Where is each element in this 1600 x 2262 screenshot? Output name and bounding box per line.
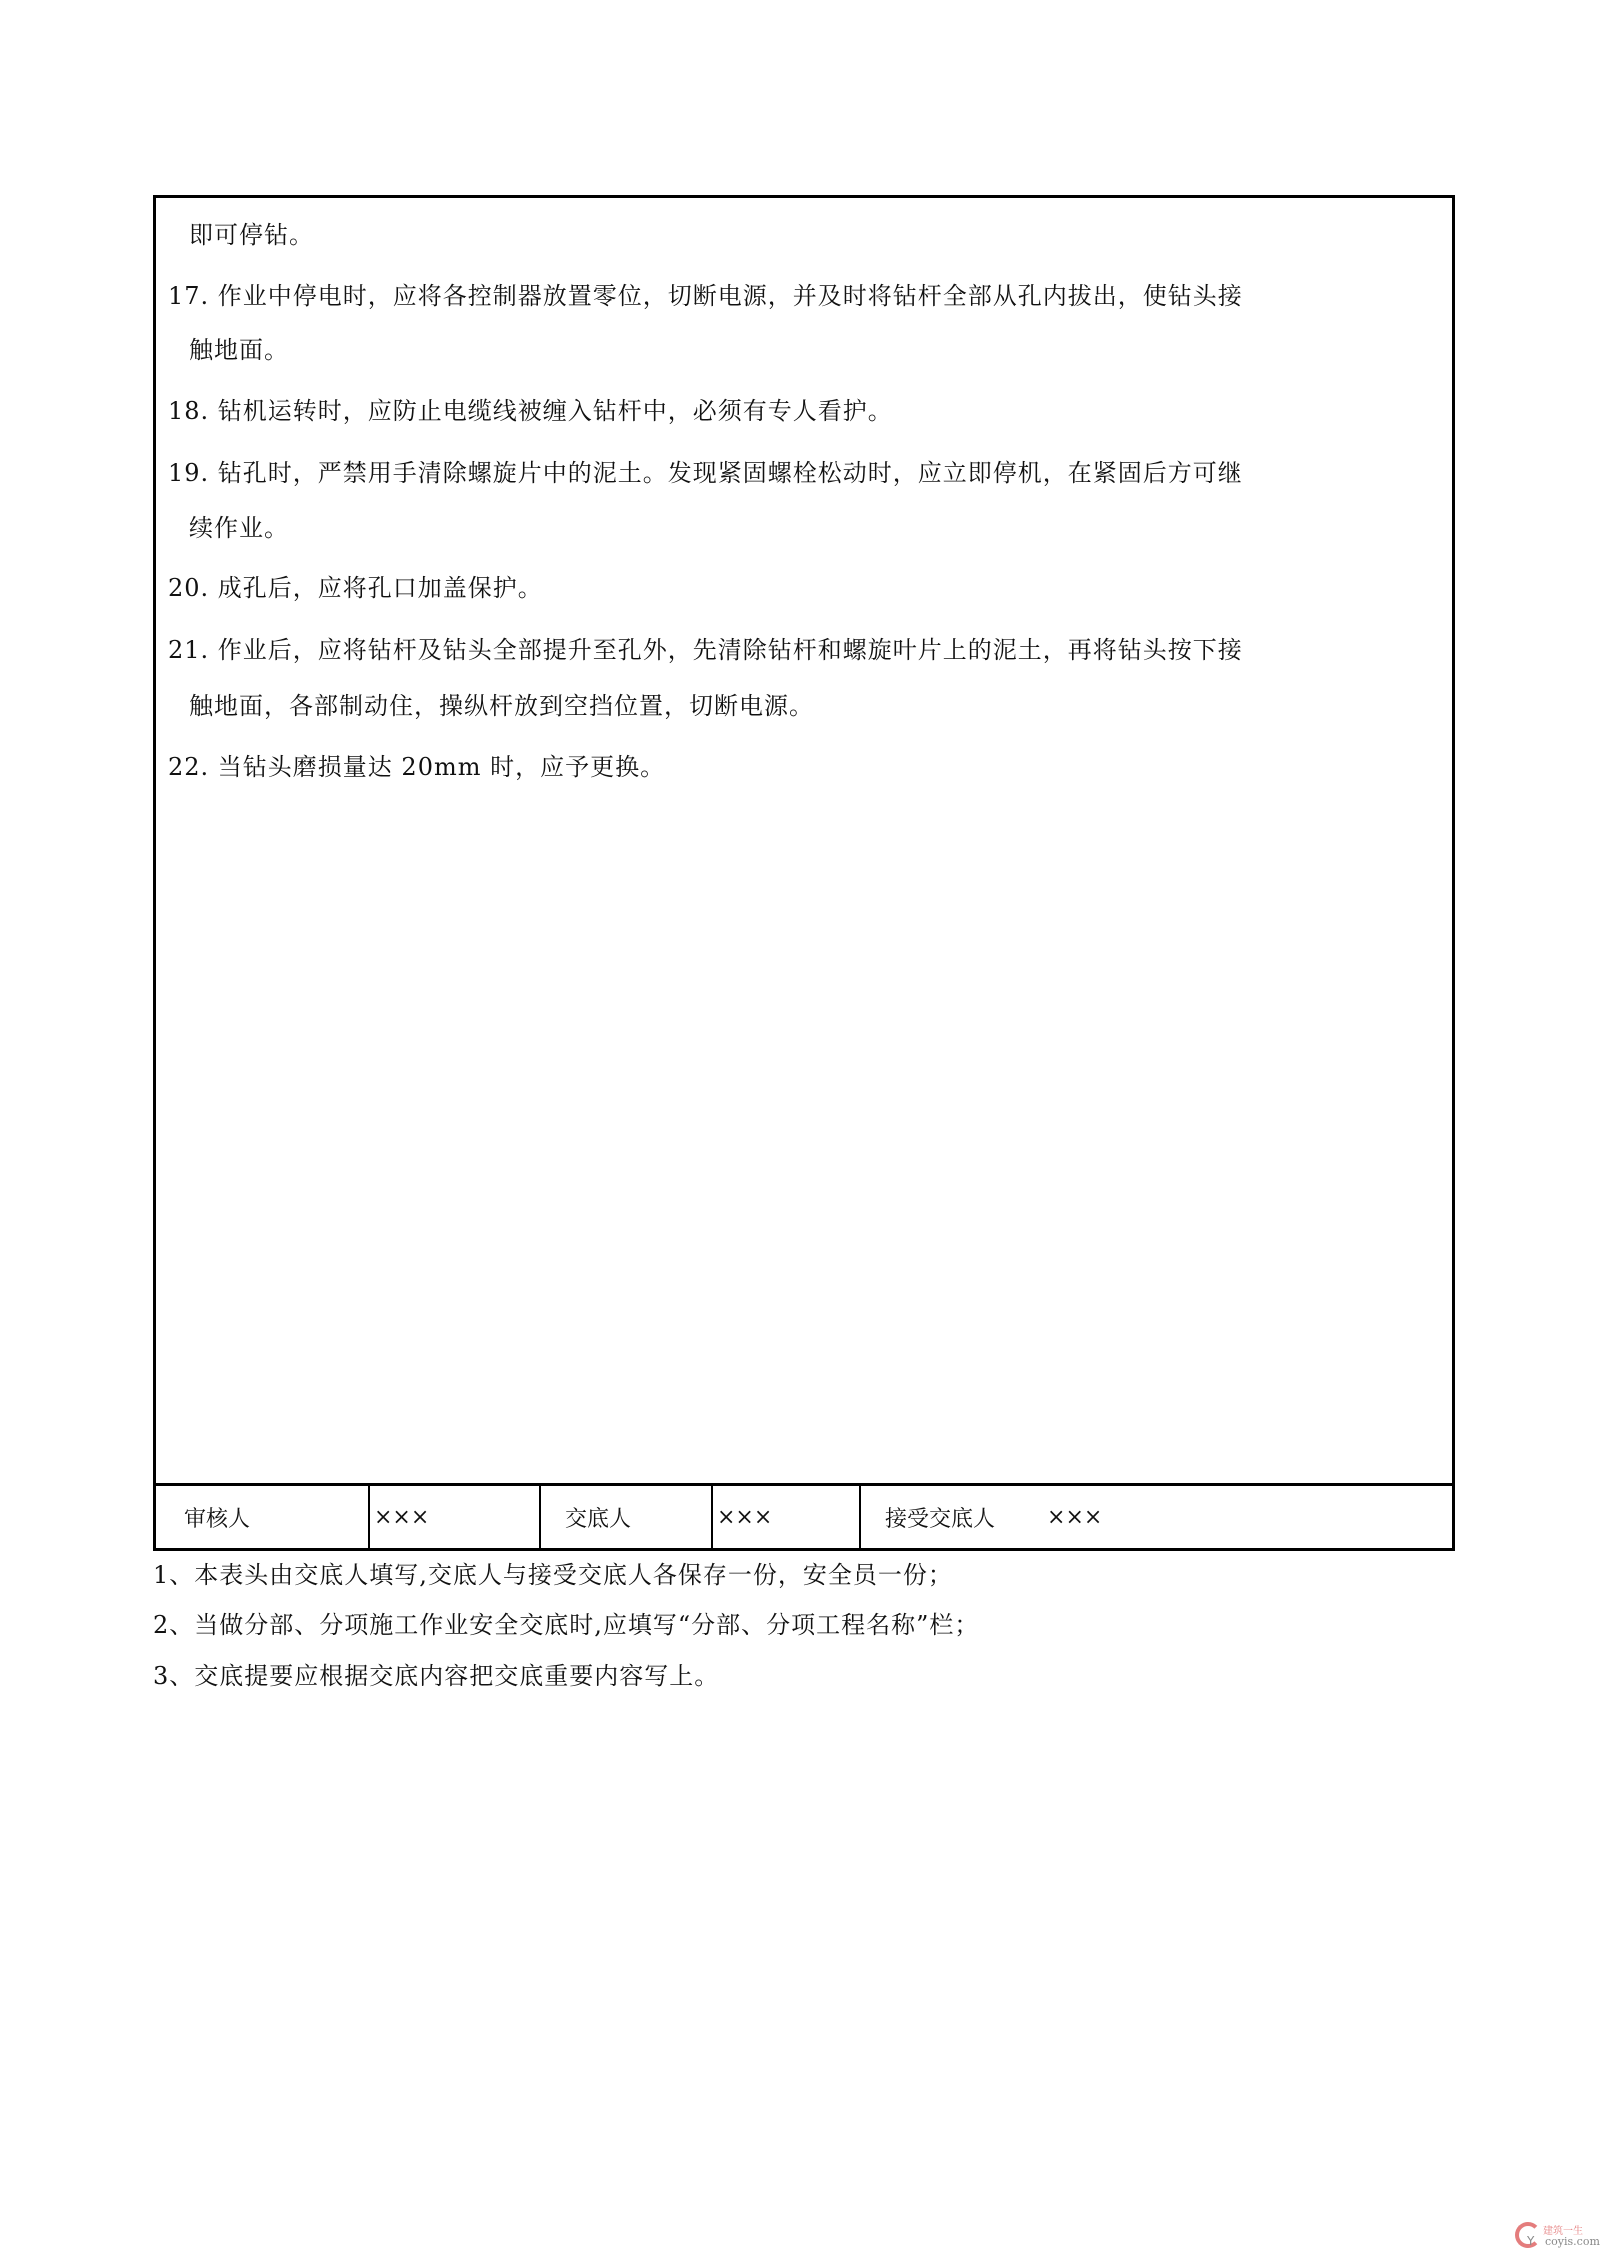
discloser-label: 交底人 (539, 1486, 711, 1548)
reviewer-value: ××× (368, 1486, 539, 1548)
receiver-label: 接受交底人 (885, 1506, 996, 1532)
disclosure-content (156, 198, 1452, 1481)
disclosure-table (153, 195, 1455, 1551)
body-line: 18. 钻机运转时，应防止电缆线被缠入钻杆中，必须有专人看护。 (168, 397, 893, 425)
body-line: 触地面。 (189, 336, 289, 364)
receiver-cell (859, 1486, 1452, 1548)
body-line: 续作业。 (189, 514, 289, 542)
footnote: 2、当做分部、分项施工作业安全交底时,应填写“分部、分项工程名称”栏； (153, 1611, 980, 1639)
body-line: 20. 成孔后，应将孔口加盖保护。 (168, 574, 543, 602)
body-line: 触地面，各部制动住，操纵杆放到空挡位置，切断电源。 (189, 692, 814, 720)
signature-row (156, 1483, 1452, 1548)
body-line: 19. 钻孔时，严禁用手清除螺旋片中的泥土。发现紧固螺栓松动时，应立即停机，在紧固后方可继 (168, 459, 1243, 487)
watermark-en: coyis.com (1545, 2235, 1600, 2248)
footnote: 1、本表头由交底人填写,交底人与接受交底人各保存一份，安全员一份； (153, 1561, 953, 1589)
receiver-value: ××× (1047, 1504, 1103, 1530)
watermark-logo (1515, 2222, 1600, 2252)
body-line: 即可停钻。 (189, 221, 314, 249)
body-line: 22. 当钻头磨损量达 20mm 时，应予更换。 (168, 753, 666, 781)
footnote: 3、交底提要应根据交底内容把交底重要内容写上。 (153, 1662, 720, 1690)
reviewer-label: 审核人 (184, 1506, 251, 1532)
body-line: 21. 作业后，应将钻杆及钻头全部提升至孔外，先清除钻杆和螺旋叶片上的泥土，再将钻头按下接 (168, 636, 1243, 664)
logo-y-icon: Y (1527, 2234, 1535, 2248)
discloser-value: ××× (711, 1486, 859, 1548)
watermark-cn: 建筑一生 (1543, 2226, 1583, 2237)
body-line: 17. 作业中停电时，应将各控制器放置零位，切断电源，并及时将钻杆全部从孔内拔出，使钻头接 (168, 282, 1243, 310)
